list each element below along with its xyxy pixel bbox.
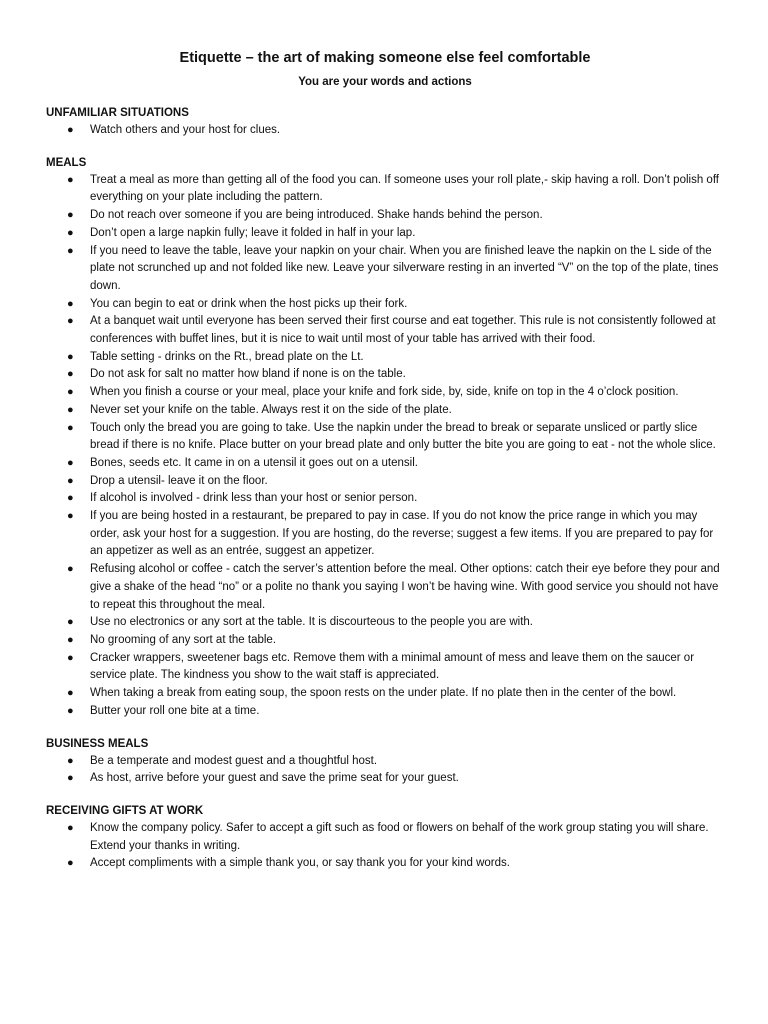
- bullet-icon: ●: [67, 492, 74, 505]
- list-item-text: Watch others and your host for clues.: [90, 124, 281, 136]
- list-item-text: Accept compliments with a simple thank you, or say thank you for your kind words.: [90, 857, 510, 870]
- list-item-text: Touch only the bread you are going to take. Use the napkin under the bread to break or separate unsliced or partly slice bread if there is no knife. Place butter on your bread plate and only butter the bite you are going to eat - not the whole slice.: [90, 421, 716, 452]
- list-item-text: You can begin to eat or drink when the host picks up their fork.: [90, 297, 408, 310]
- list-item-text: Drop a utensil- leave it on the floor.: [90, 474, 268, 487]
- list-item: [46, 473, 724, 491]
- list-item-text: Do not ask for salt no matter how bland if none is on the table.: [90, 368, 406, 381]
- list-item: [46, 855, 724, 873]
- list-item-text: If you need to leave the table, leave your napkin on your chair. When you are finished leave the napkin on the L side of the plate not scrunched up and not folded like new. Leave your silverware resting in an inverted “V” on the top of the plate, tines down.: [90, 244, 719, 292]
- list-item-text: Refusing alcohol or coffee - catch the server’s attention before the meal. Other options: catch their eye before they pour and give a shake of the head “no” or a polite no thank you saying I won’t be having wine. With good service you should not have to repeat this throughout the meal.: [90, 563, 720, 611]
- bullet-icon: ●: [67, 403, 74, 416]
- bullet-icon: ●: [67, 687, 74, 700]
- list-item-text: At a banquet wait until everyone has been served their first course and eat together. This rule is not consistently followed at conferences with buffet lines, but it is nice to wait until most of your table has arrived with their food.: [90, 315, 716, 346]
- list-item: [46, 384, 724, 402]
- list-item: [46, 313, 724, 348]
- bullet-icon: ●: [67, 368, 74, 381]
- document-body: [46, 105, 724, 873]
- list-item: [46, 753, 724, 771]
- bullet-icon: ●: [67, 651, 74, 664]
- list-item-text: When you finish a course or your meal, place your knife and fork side, by, side, knife on top in the 4 o’clock position.: [90, 386, 679, 399]
- list-item: [46, 614, 724, 632]
- bullet-icon: ●: [67, 124, 74, 136]
- list-item: [46, 349, 724, 367]
- list-item-text: When taking a break from eating soup, the spoon rests on the under plate. If no plate then in the center of the bowl.: [90, 687, 677, 700]
- list-item: [46, 207, 724, 225]
- list-item-text: Know the company policy. Safer to accept a gift such as food or flowers on behalf of the work group stating you will share. Extend your thanks in writing.: [90, 821, 709, 852]
- bullet-icon: ●: [67, 386, 74, 399]
- list-item-text: Butter your roll one bite at a time.: [90, 704, 260, 717]
- document-subtitle: You are your words and actions: [298, 76, 472, 88]
- list-item: [46, 490, 724, 508]
- document-title: Etiquette – the art of making someone else feel comfortable: [179, 50, 591, 66]
- bullet-icon: ●: [67, 772, 74, 785]
- list-item: [46, 225, 724, 243]
- list-item-text: Do not reach over someone if you are being introduced. Shake hands behind the person.: [90, 209, 543, 222]
- list-item-text: Don’t open a large napkin fully; leave it folded in half in your lap.: [90, 226, 416, 239]
- list-item-text: Use no electronics or any sort at the table. It is discourteous to the people you are with.: [90, 616, 533, 629]
- section-heading: RECEIVING GIFTS AT WORK: [46, 804, 204, 817]
- bullet-icon: ●: [67, 616, 74, 629]
- bullet-icon: ●: [67, 857, 74, 870]
- list-item-text: If alcohol is involved - drink less than your host or senior person.: [90, 492, 418, 505]
- bullet-icon: ●: [67, 297, 74, 310]
- list-item-text: Be a temperate and modest guest and a thoughtful host.: [90, 754, 378, 767]
- list-item: [46, 703, 724, 721]
- list-item-text: Never set your knife on the table. Always rest it on the side of the plate.: [90, 403, 452, 416]
- bullet-icon: ●: [67, 633, 74, 646]
- list-item: [46, 122, 724, 140]
- bullet-icon: ●: [67, 315, 74, 328]
- list-item: [46, 366, 724, 384]
- bullet-icon: ●: [67, 209, 74, 222]
- bullet-icon: ●: [67, 226, 74, 239]
- section-heading: BUSINESS MEALS: [46, 737, 149, 750]
- list-item: [46, 561, 724, 614]
- bullet-icon: ●: [67, 173, 74, 186]
- section-heading: MEALS: [46, 156, 87, 169]
- list-item: [46, 685, 724, 703]
- list-item-text: As host, arrive before your guest and save the prime seat for your guest.: [90, 772, 459, 785]
- section-heading: UNFAMILIAR SITUATIONS: [46, 107, 189, 119]
- list-item: [46, 455, 724, 473]
- bullet-icon: ●: [67, 821, 74, 834]
- list-item: [46, 820, 724, 855]
- bullet-icon: ●: [67, 704, 74, 717]
- bullet-list: [46, 820, 724, 873]
- list-item-text: If you are being hosted in a restaurant, be prepared to pay in case. If you do not know the price range in which you may order, ask your host for a suggestion. If you are hosting, do the reverse; suggest a few items. If you are prepared to pay for an appetizer as well as an entrée, suggest an appetizer.: [90, 510, 714, 558]
- bullet-list: [46, 172, 724, 721]
- bullet-icon: ●: [67, 510, 74, 523]
- section: [46, 736, 724, 788]
- bullet-list: [46, 122, 724, 140]
- list-item-text: Table setting - drinks on the Rt., bread plate on the Lt.: [90, 350, 364, 363]
- section: [46, 155, 724, 721]
- list-item: [46, 508, 724, 561]
- bullet-icon: ●: [67, 350, 74, 363]
- bullet-list: [46, 753, 724, 788]
- bullet-icon: ●: [67, 563, 74, 576]
- bullet-icon: ●: [67, 421, 74, 434]
- list-item-text: Cracker wrappers, sweetener bags etc. Remove them with a minimal amount of mess and leave them on the saucer or service plate. The kindness you show to the wait staff is appreciated.: [90, 651, 695, 682]
- list-item-text: No grooming of any sort at the table.: [90, 633, 277, 646]
- section: [46, 803, 724, 873]
- list-item: [46, 632, 724, 650]
- bullet-icon: ●: [67, 754, 74, 767]
- list-item: [46, 420, 724, 455]
- list-item: [46, 296, 724, 314]
- bullet-icon: ●: [67, 244, 74, 257]
- list-item: [46, 243, 724, 296]
- bullet-icon: ●: [67, 456, 74, 469]
- section: [46, 105, 724, 140]
- bullet-icon: ●: [67, 474, 74, 487]
- list-item: [46, 650, 724, 685]
- list-item-text: Bones, seeds etc. It came in on a utensil it goes out on a utensil.: [90, 456, 418, 469]
- list-item: [46, 172, 724, 207]
- list-item: [46, 770, 724, 788]
- list-item: [46, 402, 724, 420]
- list-item-text: Treat a meal as more than getting all of the food you can. If someone uses your roll plate,- skip having a roll. Don’t polish off everything on your plate including the pattern.: [90, 173, 720, 204]
